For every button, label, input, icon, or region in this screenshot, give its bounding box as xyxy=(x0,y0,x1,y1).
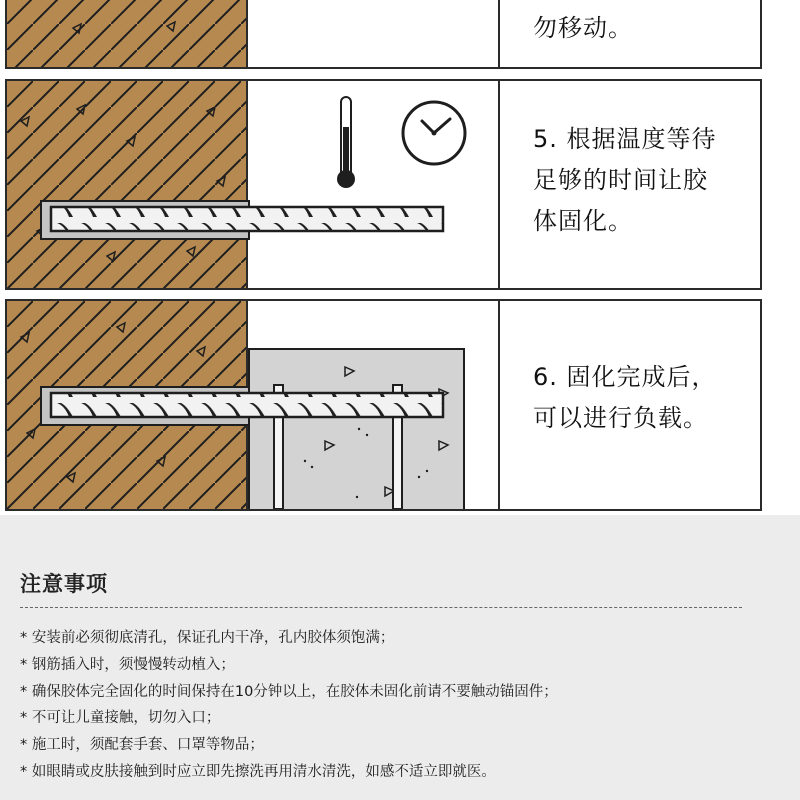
list-item: * 安装前必须彻底清孔，保证孔内干净，孔内胶体须饱满； xyxy=(20,625,780,652)
step-row-5 xyxy=(5,79,762,290)
step-row-6 xyxy=(5,299,762,511)
rebar xyxy=(51,393,443,417)
notes-title: 注意事项 xyxy=(20,572,108,596)
notes-list xyxy=(20,625,780,786)
step-row-4 xyxy=(5,0,762,69)
list-item: * 如眼睛或皮肤接触到时应立即先擦洗再用清水清洗，如感不适立即就医。 xyxy=(20,759,780,786)
list-item: * 钢筋插入时，须慢慢转动植入； xyxy=(20,652,780,679)
rebar xyxy=(51,207,443,231)
clock-icon xyxy=(403,102,465,164)
step-6-number: 6. xyxy=(533,363,558,391)
step-6-body: 固化完成后， 可以进行负载。 xyxy=(533,363,717,432)
notes-divider xyxy=(20,607,742,608)
step-5-text xyxy=(533,119,742,242)
thermometer-icon xyxy=(337,97,355,188)
list-item: * 确保胶体完全固化的时间保持在10分钟以上，在胶体未固化前请不要触动锚固件； xyxy=(20,679,780,706)
step-5-body: 根据温度等待 足够的时间让胶 体固化。 xyxy=(533,125,717,235)
step-text: 勿移动。 xyxy=(533,14,633,42)
step-6-text xyxy=(533,357,742,439)
list-item: * 施工时，须配套手套、口罩等物品； xyxy=(20,732,780,759)
list-item: * 不可让儿童接触，切勿入口； xyxy=(20,705,780,732)
step-5-number: 5. xyxy=(533,125,558,153)
